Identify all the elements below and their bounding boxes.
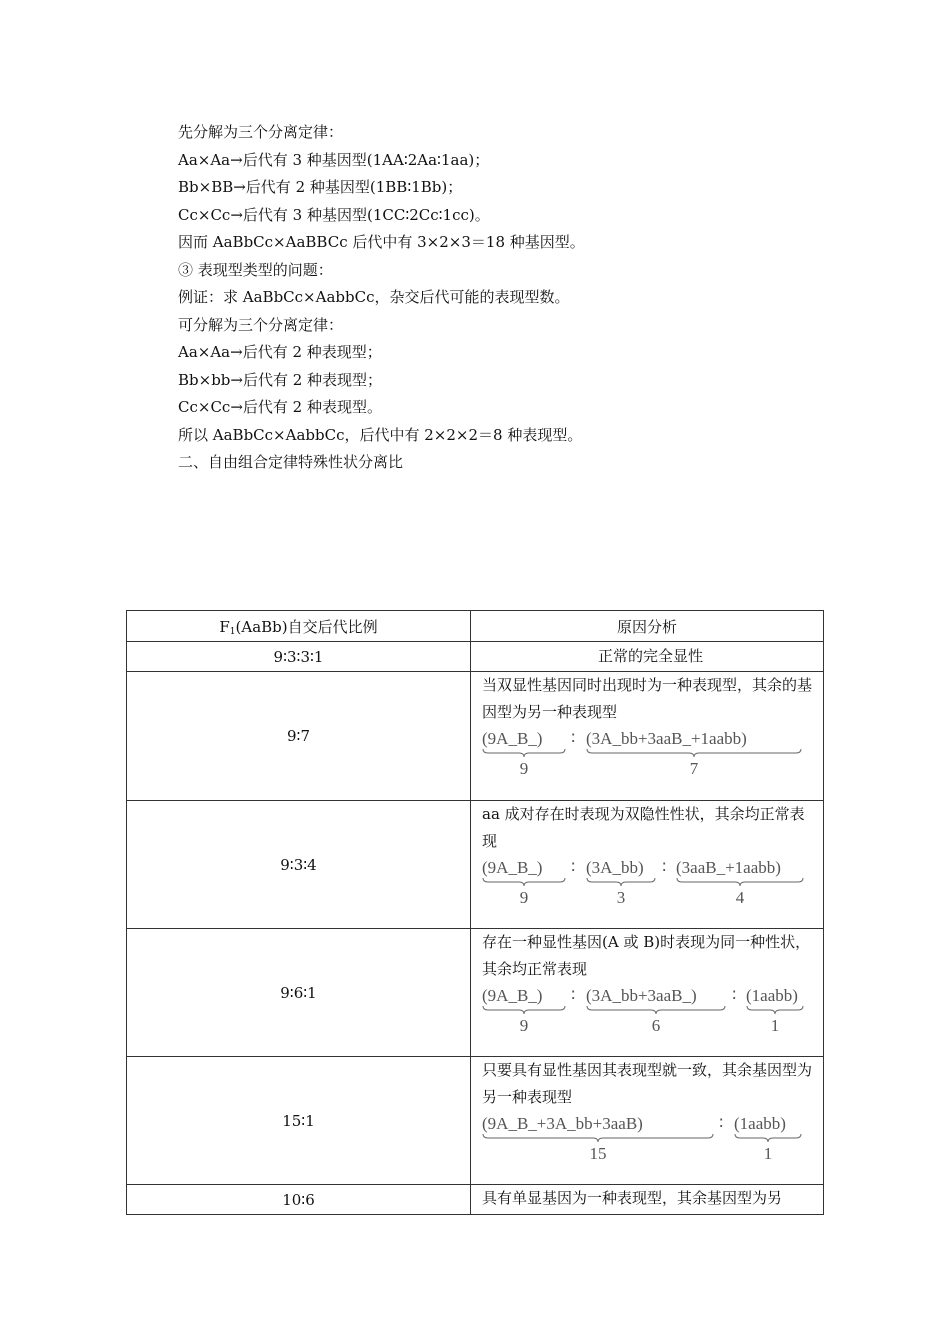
analysis-text: 存在一种显性基因(A 或 B)时表现为同一种性状，其余均正常表现 bbox=[482, 933, 811, 978]
ratio-cell: 9∶3∶3∶1 bbox=[127, 642, 471, 672]
genotype-group bbox=[586, 857, 656, 908]
table-row bbox=[127, 642, 824, 672]
ratio-colon: ∶ bbox=[571, 858, 576, 877]
genotype-group bbox=[746, 985, 804, 1036]
group-count: 3 bbox=[616, 888, 626, 907]
analysis-cell: 正常的完全显性 bbox=[471, 642, 824, 672]
group-text: (3A_bb+3aaB_+1aabb) bbox=[586, 729, 747, 748]
group-text: (3aaB_+1aabb) bbox=[676, 858, 781, 877]
text-line: Bb×bb→后代有 2 种表现型； bbox=[178, 370, 383, 389]
section-heading: 二、自由组合定律特殊性状分离比 bbox=[178, 453, 404, 471]
analysis-cell bbox=[471, 672, 824, 801]
genotype-group bbox=[482, 1113, 714, 1164]
ratio-cell: 15∶1 bbox=[127, 1057, 471, 1185]
analysis-text: 只要具有显性基因其表现型就一致，其余基因型为另一种表现型 bbox=[482, 1061, 813, 1106]
genotype-group bbox=[586, 985, 726, 1036]
text-line: ③ 表现型类型的问题： bbox=[178, 260, 333, 279]
group-count: 9 bbox=[519, 759, 529, 778]
group-count: 1 bbox=[770, 1016, 780, 1035]
header-ratio: F1(AaBb)自交后代比例 bbox=[127, 611, 471, 642]
analysis-text: 当双显性基因同时出现时为一种表现型，其余的基因型为另一种表现型 bbox=[482, 676, 813, 721]
group-text: (9A_B_+3A_bb+3aaB) bbox=[482, 1114, 643, 1133]
segregation-ratio-table bbox=[126, 610, 824, 1215]
group-text: (9A_B_) bbox=[482, 986, 543, 1005]
genotype-formula bbox=[482, 726, 819, 790]
genotype-group bbox=[482, 728, 566, 779]
ratio-cell: 9∶7 bbox=[127, 672, 471, 801]
ratio-colon: ∶ bbox=[719, 1114, 724, 1133]
text-line: 先分解为三个分离定律： bbox=[178, 123, 344, 141]
group-text: (3A_bb) bbox=[586, 858, 644, 877]
group-text: (1aabb) bbox=[734, 1114, 786, 1133]
body-paragraph bbox=[178, 119, 858, 477]
text-line: Aa×Aa→后代有 3 种基因型(1AA∶2Aa∶1aa)； bbox=[178, 150, 490, 169]
table-header-row bbox=[127, 611, 824, 642]
group-text: (3A_bb+3aaB_) bbox=[586, 986, 697, 1005]
group-count: 7 bbox=[689, 759, 699, 778]
ratio-colon: ∶ bbox=[571, 729, 576, 748]
genotype-group bbox=[482, 857, 566, 908]
group-text: (1aabb) bbox=[746, 986, 798, 1005]
group-count: 1 bbox=[763, 1144, 773, 1163]
ratio-cell: 10∶6 bbox=[127, 1185, 471, 1215]
analysis-cell bbox=[471, 1057, 824, 1185]
group-count: 4 bbox=[735, 888, 745, 907]
genotype-formula bbox=[482, 1111, 819, 1175]
group-count: 15 bbox=[589, 1144, 607, 1163]
ratio-cell: 9∶6∶1 bbox=[127, 929, 471, 1057]
header-analysis: 原因分析 bbox=[471, 611, 824, 642]
genotype-group bbox=[676, 857, 804, 908]
ratio-colon: ∶ bbox=[571, 986, 576, 1005]
group-count: 6 bbox=[651, 1016, 661, 1035]
ratio-colon: ∶ bbox=[732, 986, 737, 1005]
group-text: (9A_B_) bbox=[482, 858, 543, 877]
text-line: 所以 AaBbCc×AabbCc，后代中有 2×2×2＝8 种表现型。 bbox=[178, 425, 583, 444]
analysis-cell bbox=[471, 929, 824, 1057]
genotype-group bbox=[734, 1113, 802, 1164]
analysis-cell bbox=[471, 801, 824, 929]
table-row bbox=[127, 672, 824, 801]
genotype-group bbox=[586, 728, 802, 779]
group-count: 9 bbox=[519, 888, 529, 907]
ratio-cell: 9∶3∶4 bbox=[127, 801, 471, 929]
ratio-colon: ∶ bbox=[662, 858, 667, 877]
table-row bbox=[127, 1185, 824, 1215]
table-row bbox=[127, 1057, 824, 1185]
text-line: Bb×BB→后代有 2 种基因型(1BB∶1Bb)； bbox=[178, 178, 463, 196]
text-line: Cc×Cc→后代有 3 种基因型(1CC∶2Cc∶1cc)。 bbox=[178, 205, 490, 224]
text-line: 例证：求 AaBbCc×AabbCc，杂交后代可能的表现型数。 bbox=[178, 288, 570, 306]
table-row bbox=[127, 801, 824, 929]
group-text: (9A_B_) bbox=[482, 729, 543, 748]
analysis-text: 具有单显基因为一种表现型，其余基因型为另 bbox=[482, 1189, 783, 1207]
genotype-group bbox=[482, 985, 566, 1036]
analysis-text: aa 成对存在时表现为双隐性性状，其余均正常表现 bbox=[482, 805, 805, 850]
group-count: 9 bbox=[519, 1016, 529, 1035]
genotype-formula bbox=[482, 983, 819, 1047]
text-line: Aa×Aa→后代有 2 种表现型； bbox=[178, 343, 382, 361]
text-line: Cc×Cc→后代有 2 种表现型。 bbox=[178, 398, 382, 416]
text-line: 因而 AaBbCc×AaBBCc 后代中有 3×2×3＝18 种基因型。 bbox=[178, 233, 585, 251]
text-line: 可分解为三个分离定律： bbox=[178, 315, 344, 334]
genotype-formula bbox=[482, 855, 819, 919]
analysis-cell bbox=[471, 1185, 824, 1215]
table-row bbox=[127, 929, 824, 1057]
